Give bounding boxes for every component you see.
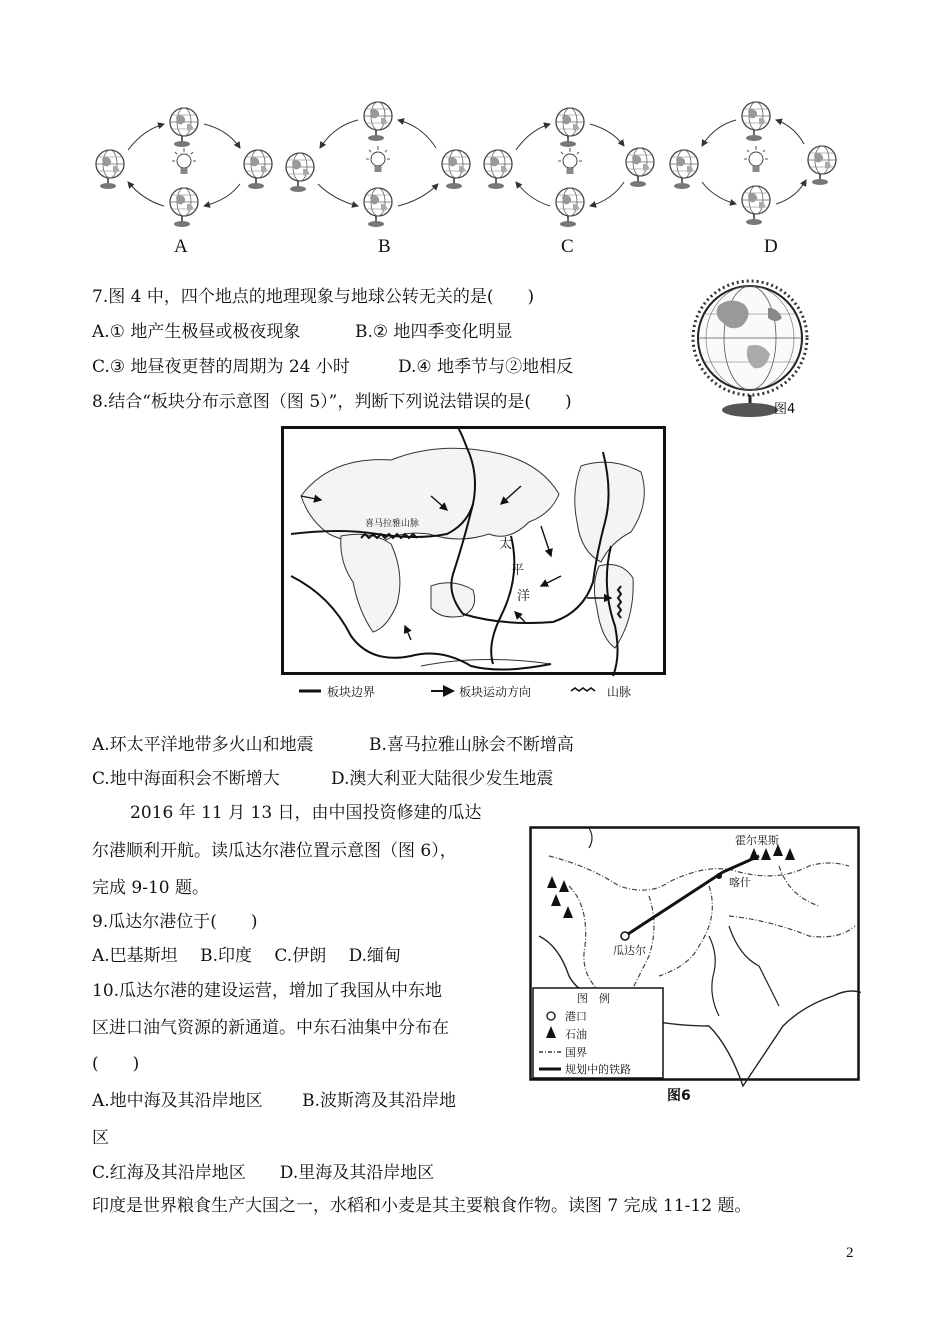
q10-options-ab-wrap: 区: [92, 1128, 109, 1148]
q8-stem: 8.结合“板块分布示意图（图 5）”，判断下列说法错误的是( ): [92, 392, 572, 412]
q10-stem-line-2: 区进口油气资源的新通道。中东石油集中分布在: [92, 1018, 449, 1038]
option-label-d: D: [764, 236, 778, 257]
option-label-b: B: [378, 236, 391, 257]
pacific-label-1: 太: [499, 537, 513, 552]
figure-4-label: 图4: [774, 402, 796, 417]
legend-railway: 规划中的铁路: [565, 1063, 631, 1076]
q8-option-a: A.环太平洋地带多火山和地震: [92, 735, 314, 755]
figure-5-legend: [299, 684, 631, 699]
q10-options-cd: C.红海及其沿岸地区 D.里海及其沿岸地区: [92, 1163, 435, 1183]
legend-boundary: 板块边界: [327, 685, 376, 699]
orbit-diagram-a: [96, 108, 272, 227]
q8-option-d: D.澳大利亚大陆很少发生地震: [331, 769, 554, 789]
himalaya-label: 喜马拉雅山脉: [365, 519, 420, 529]
pacific-label-2: 平: [511, 563, 525, 578]
figure-5-plate-map: [281, 426, 667, 710]
legend-movement: 板块运动方向: [459, 685, 532, 699]
legend-mountain: 山脉: [607, 685, 632, 699]
q10-stem-line-3: ( ): [92, 1054, 140, 1074]
figure-6-gwadar-map: [529, 826, 861, 1110]
q7-stem: 7.图 4 中，四个地点的地理现象与地球公转无关的是( ): [92, 287, 535, 307]
figure-4-globe: [688, 276, 848, 424]
intro-9-10-line-3: 完成 9-10 题。: [92, 878, 209, 898]
orbit-diagrams: [88, 92, 848, 267]
intro-9-10-line-2: 尔港顺利开航。读瓜达尔港位置示意图（图 6），: [92, 841, 457, 861]
place-gwadar: 瓜达尔: [613, 944, 646, 957]
q9-stem: 9.瓜达尔港位于( ): [92, 912, 258, 932]
orbit-diagram-c: [484, 108, 654, 227]
legend-port: 港口: [565, 1010, 587, 1023]
figure-6-caption: 图6: [667, 1088, 691, 1104]
option-label-a: A: [174, 236, 188, 257]
q10-stem-line-1: 10.瓜达尔港的建设运营，增加了我国从中东地: [92, 981, 443, 1001]
q7-option-a: A.① 地产生极昼或极夜现象: [92, 322, 301, 342]
figure-6-legend: [533, 988, 663, 1078]
pacific-label-3: 洋: [517, 589, 531, 604]
intro-9-10-line-1: 2016 年 11 月 13 日，由中国投资修建的瓜达: [130, 803, 482, 823]
place-khorgos: 霍尔果斯: [735, 834, 779, 847]
q9-options: A.巴基斯坦 B.印度 C.伊朗 D.缅甸: [92, 946, 402, 966]
orbit-diagram-b: [286, 102, 470, 227]
q7-option-d: D.④ 地季节与②地相反: [398, 357, 574, 377]
q7-option-c: C.③ 地昼夜更替的周期为 24 小时: [92, 357, 350, 377]
orbit-diagram-d: [670, 102, 836, 225]
legend-title: 图 例: [577, 992, 610, 1005]
legend-border: 国界: [565, 1046, 587, 1059]
q7-option-b: B.② 地四季变化明显: [355, 322, 513, 342]
q8-option-b: B.喜马拉雅山脉会不断增高: [369, 735, 574, 755]
legend-oil: 石油: [565, 1028, 587, 1041]
q10-options-ab: A.地中海及其沿岸地区 B.波斯湾及其沿岸地: [92, 1091, 456, 1111]
place-kashgar: 喀什: [729, 876, 751, 889]
option-label-c: C: [561, 236, 574, 257]
page-number: 2: [846, 1245, 854, 1261]
intro-11-12: 印度是世界粮食生产大国之一，水稻和小麦是其主要粮食作物。读图 7 完成 11-12 题。: [92, 1196, 752, 1216]
q8-option-c: C.地中海面积会不断增大: [92, 769, 280, 789]
